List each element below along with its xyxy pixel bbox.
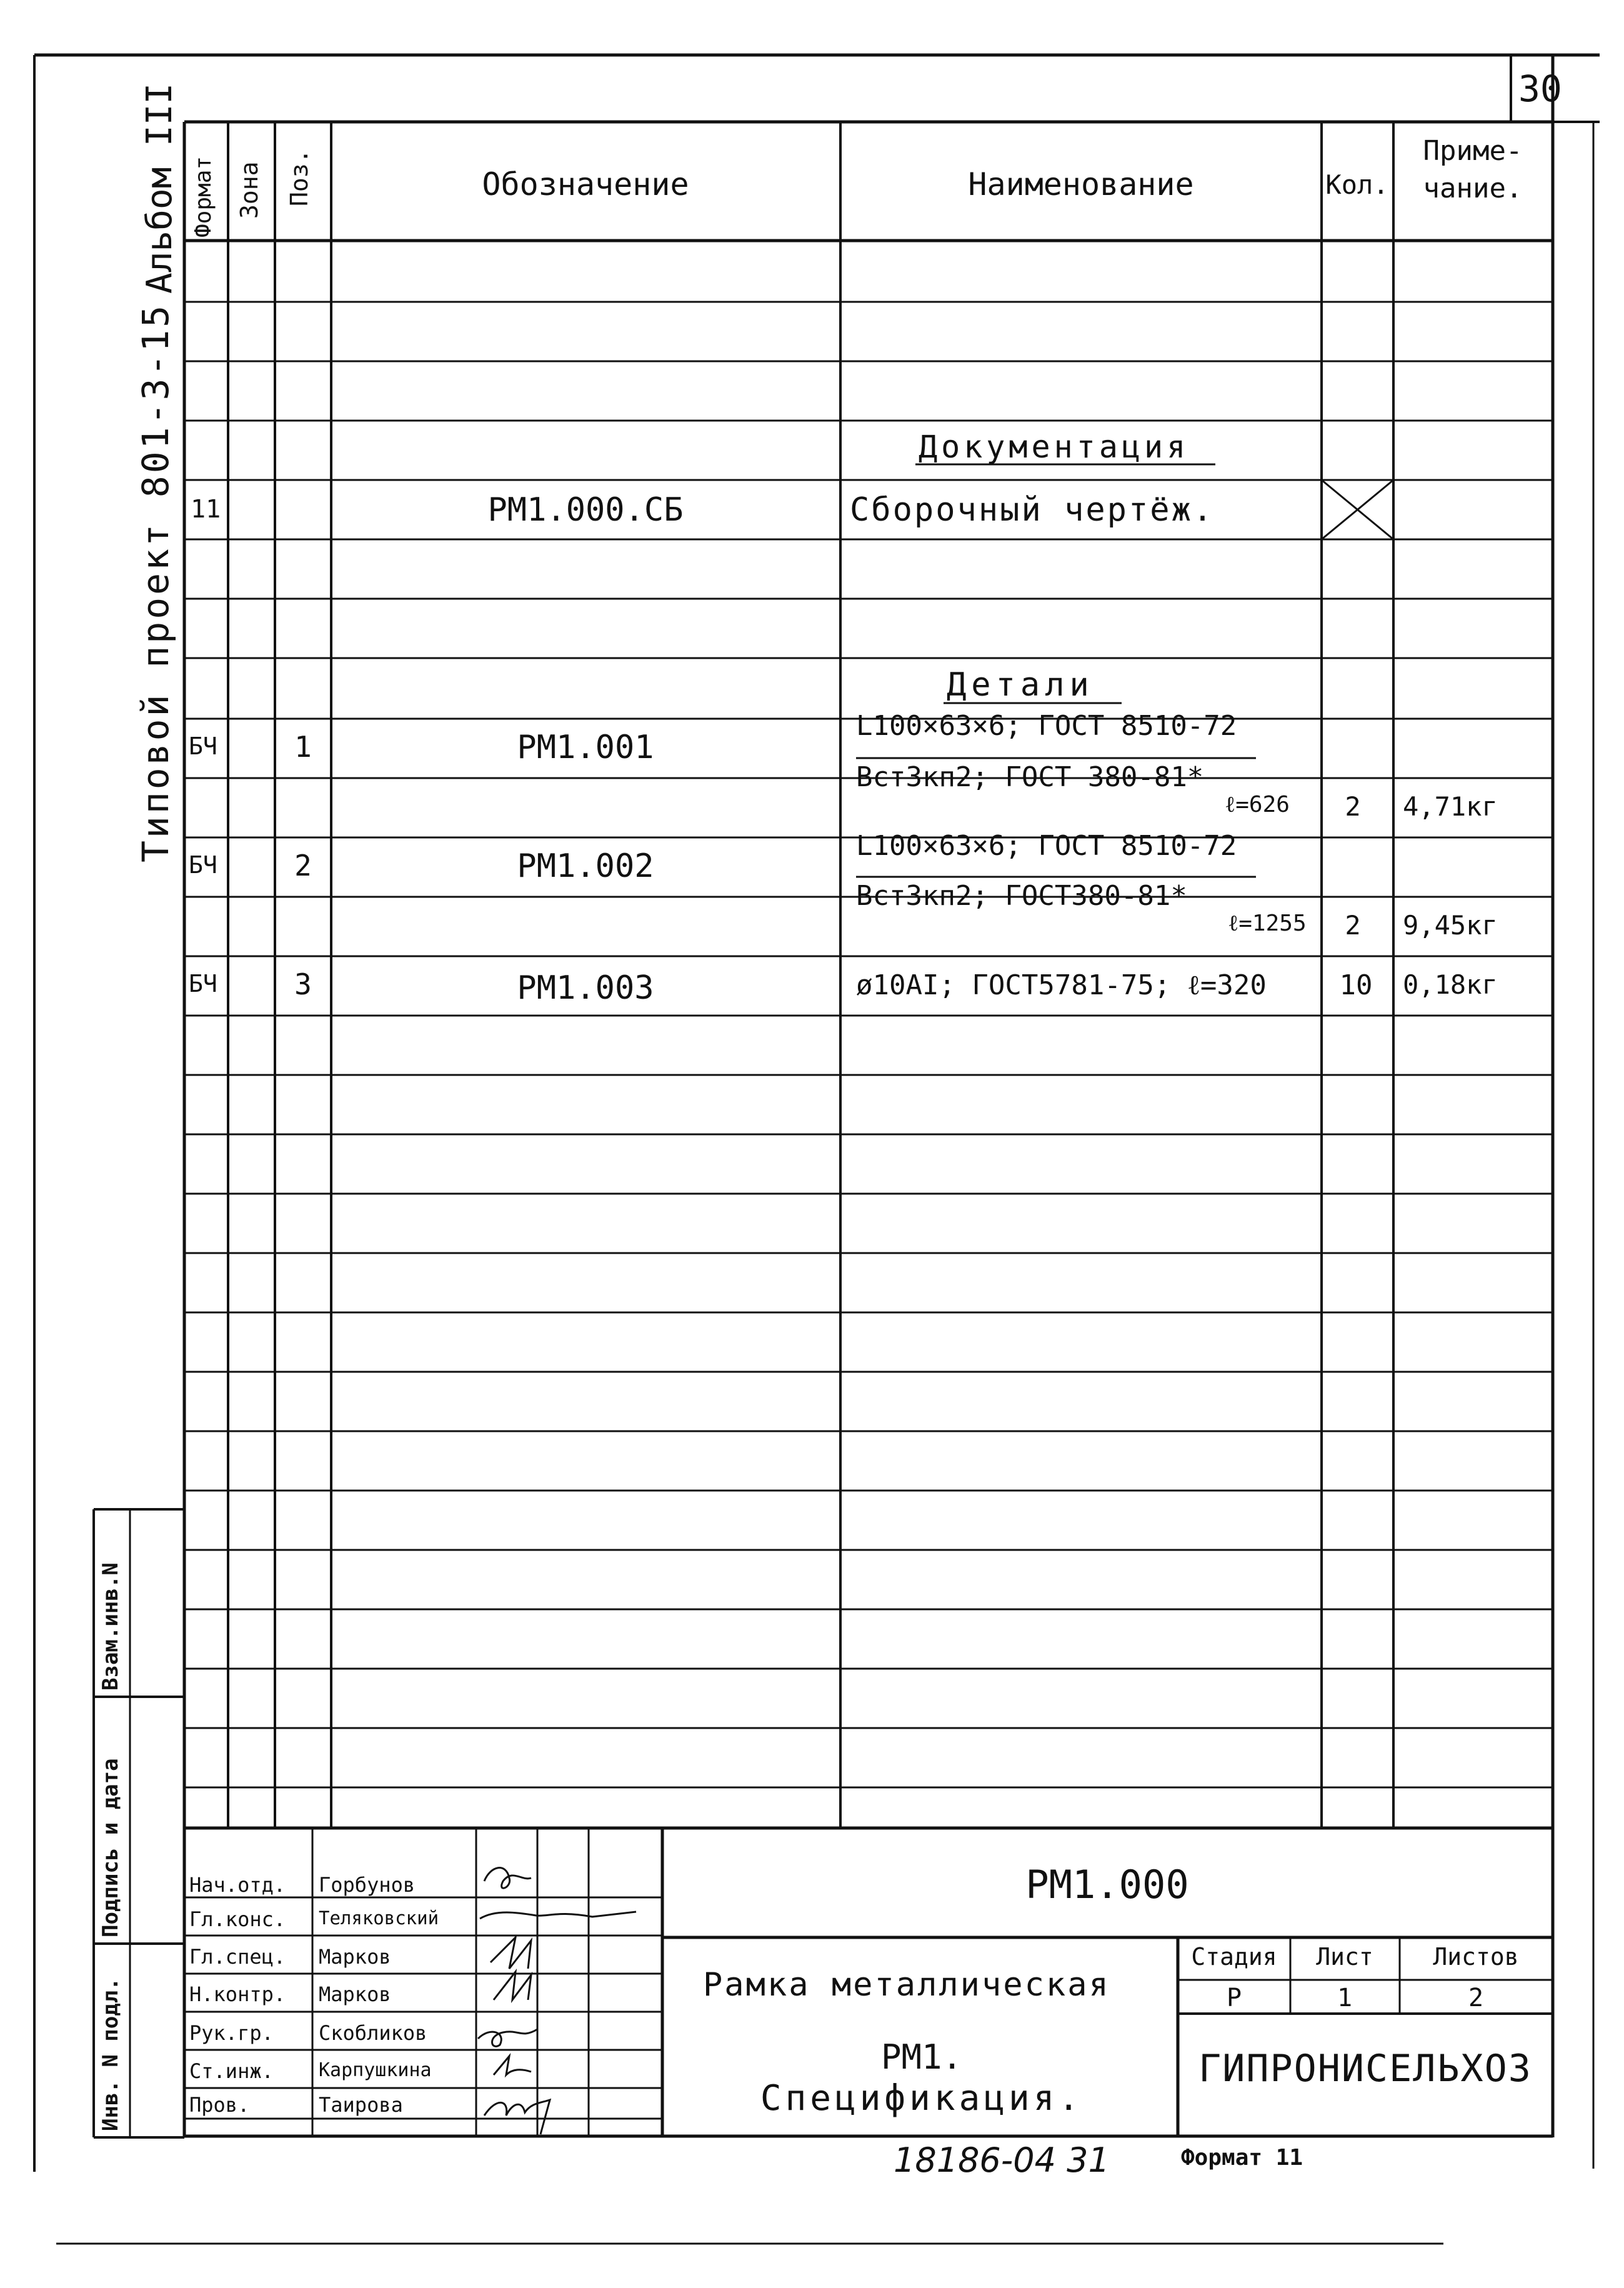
header-qty: Кол. bbox=[1325, 169, 1389, 200]
page-number: 30 bbox=[1518, 67, 1562, 110]
doc-row-designation: РМ1.000.СБ bbox=[487, 491, 684, 529]
role-cell: Гл.спец. bbox=[189, 1945, 286, 1969]
header-format: Формат bbox=[191, 156, 216, 237]
signatures bbox=[478, 1868, 636, 2134]
role-cell: Н.контр. bbox=[189, 1982, 286, 2006]
part-2-format: БЧ bbox=[189, 851, 217, 879]
stamp-signature-label: Подпись и дата bbox=[98, 1758, 123, 1937]
role-cell: Гл.конс. bbox=[189, 1907, 286, 1931]
header-zone: Зона bbox=[236, 161, 263, 219]
name-cell: Теляковский bbox=[319, 1907, 439, 1929]
format-label: Формат 11 bbox=[1181, 2145, 1303, 2171]
organization: ГИПРОНИСЕЛЬХОЗ bbox=[1198, 2047, 1532, 2091]
part-1-line1: L100×63×6; ГОСТ 8510-72 bbox=[856, 710, 1237, 742]
role-cell: Нач.отд. bbox=[189, 1873, 286, 1897]
part-2-line1: L100×63×6; ГОСТ 8510-72 bbox=[856, 830, 1237, 862]
stamp-inv-label: Инв. N подл. bbox=[98, 1977, 123, 2131]
project-label: Типовой проект 801-3-15 bbox=[134, 302, 177, 862]
name-cell: Скобликов bbox=[319, 2021, 427, 2045]
doc-title-2: Спецификация. bbox=[760, 2078, 1083, 2119]
part-2-note: 9,45кг bbox=[1403, 910, 1498, 941]
role-cell: Ст.инж. bbox=[189, 2059, 274, 2083]
part-2-pos: 2 bbox=[294, 849, 312, 882]
part-3-designation: РМ1.003 bbox=[517, 969, 654, 1007]
part-1-format: БЧ bbox=[189, 732, 217, 760]
sheet-value: 1 bbox=[1337, 1984, 1353, 2012]
role-cell: Рук.гр. bbox=[189, 2021, 274, 2045]
part-2-length: ℓ=1255 bbox=[1228, 911, 1307, 936]
part-3-format: БЧ bbox=[189, 970, 217, 997]
album-label: Альбом III bbox=[139, 82, 180, 294]
sheet-label: Лист bbox=[1316, 1943, 1373, 1971]
stage-label: Стадия bbox=[1191, 1943, 1277, 1971]
sheets-value: 2 bbox=[1468, 1984, 1484, 2012]
name-cell: Марков bbox=[319, 1945, 391, 1969]
header-note-2: чание. bbox=[1423, 172, 1523, 204]
part-2-designation: РМ1.002 bbox=[517, 847, 654, 885]
doc-code: РМ1.000 bbox=[1025, 1862, 1189, 1907]
part-2-line2: Вст3кп2; ГОСТ380-81* bbox=[856, 880, 1187, 912]
name-cell: Горбунов bbox=[319, 1873, 416, 1897]
header-note-1: Приме- bbox=[1423, 135, 1523, 167]
header-name: Наименование bbox=[968, 166, 1194, 202]
doc-row-name: Сборочный чертёж. bbox=[850, 491, 1215, 529]
stamp-replace-label: Взам.инв.N bbox=[98, 1562, 123, 1691]
part-1-qty: 2 bbox=[1345, 791, 1361, 822]
part-1-length: ℓ=626 bbox=[1225, 792, 1290, 817]
doc-row-format: 11 bbox=[191, 495, 221, 524]
part-1-pos: 1 bbox=[294, 730, 312, 764]
name-cell: Таирова bbox=[319, 2093, 403, 2117]
part-3-pos: 3 bbox=[294, 967, 312, 1001]
header-designation: Обозначение bbox=[482, 166, 689, 202]
section-documentation: Документация bbox=[919, 429, 1190, 465]
name-cell: Марков bbox=[319, 1982, 391, 2006]
name-cell: Карпушкина bbox=[319, 2059, 432, 2081]
product-name: Рамка металлическая bbox=[703, 1966, 1110, 2004]
part-3-note: 0,18кг bbox=[1403, 969, 1498, 1000]
part-3-qty: 10 bbox=[1339, 969, 1373, 1001]
inventory-number: 18186-04 31 bbox=[894, 2141, 1110, 2180]
part-1-designation: РМ1.001 bbox=[517, 729, 654, 766]
header-pos: Поз. bbox=[286, 149, 313, 206]
doc-title-1: РМ1. bbox=[880, 2037, 963, 2077]
part-1-line2: Вст3кп2; ГОСТ 380-81* bbox=[856, 761, 1204, 793]
role-cell: Пров. bbox=[189, 2093, 250, 2117]
part-2-qty: 2 bbox=[1345, 910, 1361, 941]
part-1-note: 4,71кг bbox=[1403, 791, 1498, 822]
part-3-line1: ø10AI; ГОСТ5781-75; ℓ=320 bbox=[856, 969, 1267, 1001]
stage-value: Р bbox=[1226, 1984, 1242, 2012]
sheets-label: Листов bbox=[1433, 1943, 1519, 1971]
section-parts: Детали bbox=[947, 666, 1094, 704]
